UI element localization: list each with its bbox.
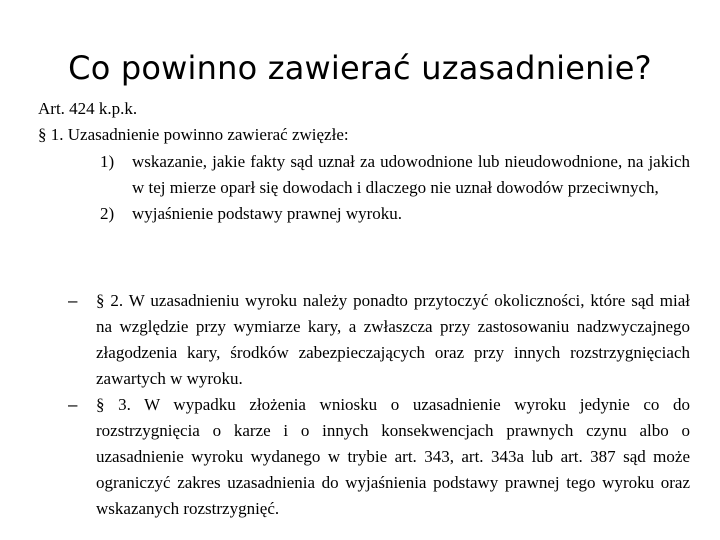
list-item-text: wyjaśnienie podstawy prawnej wyroku. [132, 204, 403, 223]
list-item [68, 288, 690, 392]
list-item-text: § 2. W uzasadnieniu wyroku należy ponadto przytoczyć okoliczności, które sąd miał na względzie przy wymiarze kary, a zwłaszcza przy zastosowaniu nadzwyczajnego złagodzenia kary, środków zabezpieczających oraz przy innych rozstrzygnięciach zawartych w wyroku. [96, 291, 690, 388]
list-item [100, 201, 690, 227]
list-item-text: wskazanie, jakie fakty sąd uznał za udowodnione lub nieudowodnione, na jakich w tej mierze oparł się dowodach i dlaczego nie uznał dowodów przeciwnych, [132, 152, 690, 197]
list-item [68, 392, 690, 522]
list-item-text: § 3. W wypadku złożenia wniosku o uzasadnienie wyroku jedynie co do rozstrzygnięcia o karze i o innych konsekwencjach prawnych czynu albo o uzasadnienie wyroku wydanego w trybie art. 343, art. 343a lub art. 387 sąd może ograniczyć zakres uzasadnienia do wyjaśnienia podstawy prawnej tego wyroku oraz wskazanych rozstrzygnięć. [96, 395, 690, 518]
numbered-list [100, 149, 690, 227]
list-item-number: 1) [100, 152, 115, 171]
dash-list [68, 288, 690, 522]
paragraph-1-intro: § 1. Uzasadnienie powinno zawierać zwięzłe: [38, 125, 349, 144]
dash-bullet: – [68, 395, 78, 414]
list-item [100, 149, 690, 201]
article-reference: Art. 424 k.p.k. [38, 99, 138, 118]
dash-bullet: – [68, 291, 78, 310]
slide-title: Co powinno zawierać uzasadnienie? [68, 49, 652, 87]
list-item-number: 2) [100, 204, 115, 223]
